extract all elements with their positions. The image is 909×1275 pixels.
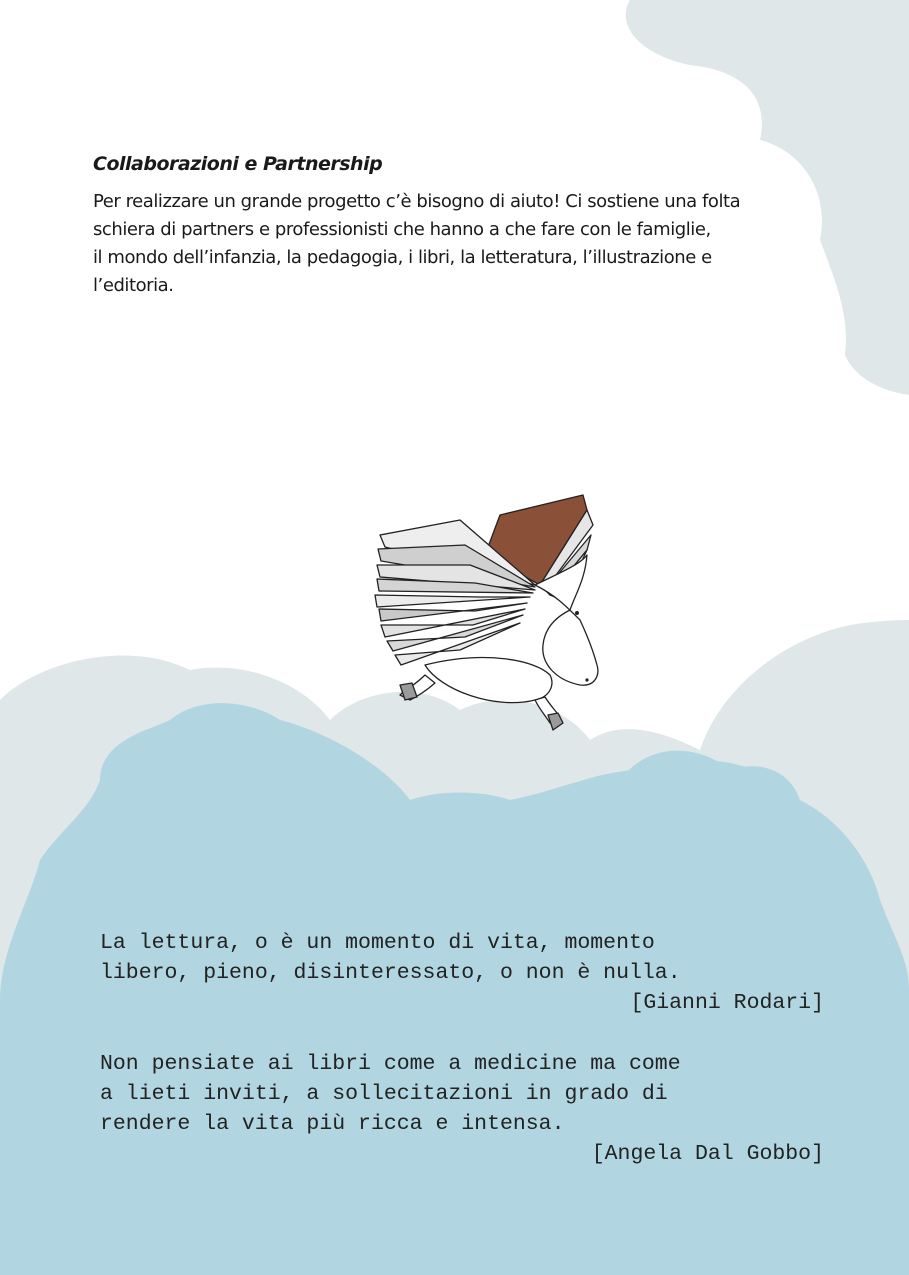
section-body-line: l’editoria. xyxy=(93,275,174,296)
quote-author: [Gianni Rodari] xyxy=(630,991,824,1015)
section-body-line: Per realizzare un grande progetto c’è bisogno di aiuto! Ci sostiene una folta xyxy=(93,191,741,212)
section-title: Collaborazioni e Partnership xyxy=(93,153,383,175)
section-body-line: il mondo dell’infanzia, la pedagogia, i libri, la letteratura, l’illustrazione e xyxy=(93,247,712,268)
quote-line: a lieti inviti, a sollecitazioni in grado di xyxy=(100,1082,668,1106)
lower-blue-cloud xyxy=(620,751,800,900)
section-body-line: schiera di partners e professionisti che hanno a che fare con le famiglie, xyxy=(93,219,711,240)
quote-author: [Angela Dal Gobbo] xyxy=(591,1142,824,1166)
quote-rodari xyxy=(100,928,824,1018)
quote-line: La lettura, o è un momento di vita, momento xyxy=(100,931,655,955)
quote-line: Non pensiate ai libri come a medicine ma come xyxy=(100,1052,681,1076)
quote-line: libero, pieno, disinteressato, o non è nulla. xyxy=(100,961,681,985)
quote-dal-gobbo xyxy=(100,1049,824,1169)
quote-line: rendere la vita più ricca e intensa. xyxy=(100,1112,565,1136)
section-body xyxy=(93,188,823,300)
flying-book-horse-icon xyxy=(365,485,610,735)
